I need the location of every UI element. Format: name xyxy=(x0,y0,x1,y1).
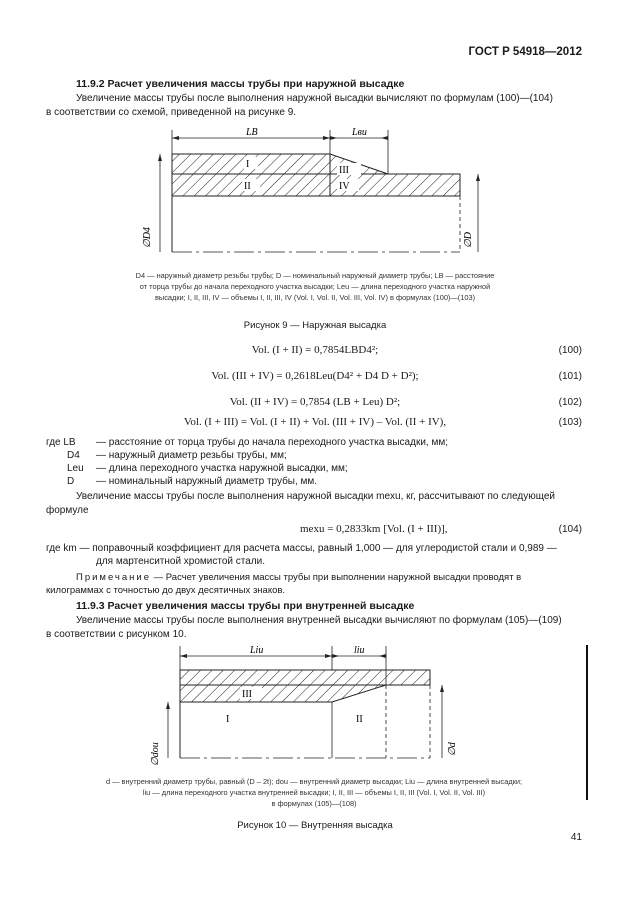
document-header: ГОСТ Р 54918—2012 xyxy=(468,46,582,58)
diameter-label-dou: ∅dou xyxy=(150,742,161,766)
section-heading-11-9-2: 11.9.2 Расчет увеличения массы трубы при наружной высадке xyxy=(76,78,405,90)
equation-100: Vol. (I + II) = 0,7854LBD4²; xyxy=(251,344,379,356)
section-heading-11-9-3: 11.9.3 Расчет увеличения массы трубы при внутренней высадке xyxy=(76,600,415,612)
dim-label-leu: Lвu xyxy=(352,127,367,138)
equation-number: (101) xyxy=(558,371,582,382)
diameter-label-d: ∅d xyxy=(447,742,458,756)
where-desc: — расстояние от торца трубы до начала переходного участка высадки, мм; xyxy=(96,437,448,448)
figure-10-legend xyxy=(40,776,588,809)
region-label-iii: III xyxy=(339,165,349,176)
legend-line: d — внутренний диаметр трубы, равный (D – 2t); dou — внутренний диаметр высадки; Liu — длина внутренней высадки; xyxy=(105,777,523,786)
figure-10-drawing xyxy=(140,640,480,770)
legend-line: в формулах (105)—(108) xyxy=(271,799,357,808)
note-line: килограммах с точностью до двух десятичных знаков. xyxy=(46,585,286,596)
equation-104: mexu = 0,2833km [Vol. (I + III)], xyxy=(300,523,448,535)
diameter-label-d: ∅D xyxy=(463,232,474,248)
note-line xyxy=(76,572,521,584)
region-label-iv: IV xyxy=(339,181,350,192)
note-text: — Расчет увеличения массы трубы при выполнении наружной высадки проводят в xyxy=(153,572,522,583)
where-symbol: Leu xyxy=(67,463,84,474)
where-km-line: для мартенситной хромистой стали. xyxy=(96,556,266,567)
note-label: Примечание xyxy=(76,572,151,583)
legend-line: от торца трубы до начала переходного участка высадки; Leu — длина переходного участка наружной xyxy=(139,282,491,291)
equation-103: Vol. (I + III) = Vol. (I + II) + Vol. (III + IV) – Vol. (II + IV), xyxy=(183,416,447,428)
legend-line: высадки; I, II, III, IV — объемы I, II, III, IV (Vol. I, Vol. II, Vol. III, Vol. IV) в формулах (100)—(103) xyxy=(154,293,476,302)
where-symbol: D4 xyxy=(67,450,80,461)
dim-label-liu-transition: liu xyxy=(354,645,365,656)
equation-number: (100) xyxy=(558,345,582,356)
mass-para-line: Увеличение массы трубы после выполнения наружной высадки mexu, кг, рассчитывают по следующей xyxy=(76,491,556,502)
mass-para-line: формуле xyxy=(46,505,89,516)
section-para-line: в соответствии с рисунком 10. xyxy=(46,629,187,640)
section-para-line: в соответствии со схемой, приведенной на рисунке 9. xyxy=(46,107,297,118)
section-para-line: Увеличение массы трубы после выполнения наружной высадки вычисляют по формулам (100)—(104) xyxy=(76,93,553,104)
figure-9-drawing xyxy=(130,124,510,264)
where-desc: — наружный диаметр резьбы трубы, мм; xyxy=(96,450,287,461)
equation-102: Vol. (II + IV) = 0,7854 (LB + Leu) D²; xyxy=(229,396,401,408)
dim-label-lb: LB xyxy=(246,127,258,138)
figure-9-legend xyxy=(50,270,580,303)
page-number: 41 xyxy=(570,832,582,843)
region-label-ii: II xyxy=(356,714,363,725)
region-label-i: I xyxy=(226,714,230,725)
legend-line: liu — длина переходного участка внутренней высадки; I, II, III — объемы I, II, III (Vol. I, Vol. II, Vol. III) xyxy=(142,788,486,797)
diameter-label-d4: ∅D4 xyxy=(142,227,153,248)
region-label-ii: II xyxy=(244,181,251,192)
where-symbol: D xyxy=(67,476,75,487)
equation-number: (104) xyxy=(558,524,582,535)
figure-9-caption: Рисунок 9 — Наружная высадка xyxy=(243,320,387,331)
equation-number: (103) xyxy=(558,417,582,428)
region-label-i: I xyxy=(246,159,250,170)
where-km-line: где km — поправочный коэффициент для расчета массы, равный 1,000 — для углеродистой стали и 0,989 — xyxy=(46,543,557,554)
where-desc: — номинальный наружный диаметр трубы, мм. xyxy=(96,476,318,487)
legend-line: D4 — наружный диаметр резьбы трубы; D — номинальный наружный диаметр трубы; LB — расстояние xyxy=(135,271,495,280)
equation-number: (102) xyxy=(558,397,582,408)
dim-label-liu: Liu xyxy=(250,645,264,656)
equation-101: Vol. (III + IV) = 0,2618Leu(D4² + D4 D + D²); xyxy=(211,370,419,382)
where-desc: — длина переходного участка наружной высадки, мм; xyxy=(96,463,348,474)
figure-10-caption: Рисунок 10 — Внутренняя высадка xyxy=(237,820,393,831)
where-symbol: где LB xyxy=(46,437,76,448)
section-para-line: Увеличение массы трубы после выполнения внутренней высадки вычисляют по формулам (105)—(109) xyxy=(76,615,562,626)
region-label-iii: III xyxy=(242,689,252,700)
